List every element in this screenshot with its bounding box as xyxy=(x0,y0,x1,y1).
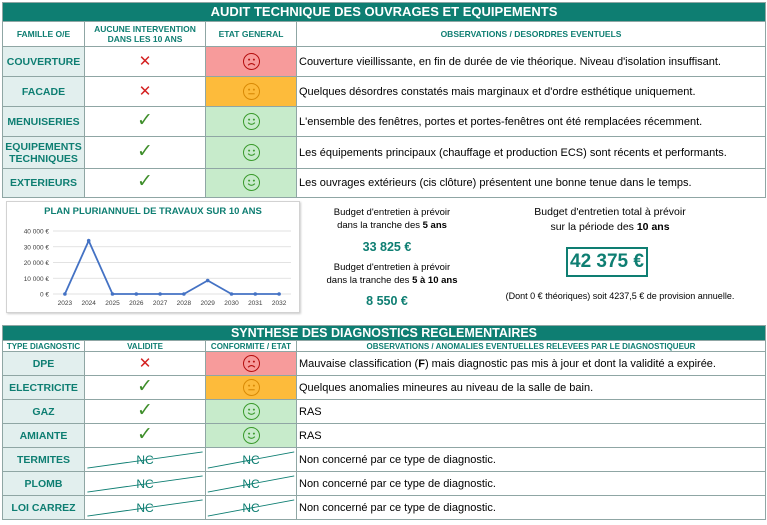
diagnostic-row xyxy=(3,400,766,424)
audit-row xyxy=(3,137,766,169)
validite-cell xyxy=(85,376,206,400)
x-tick-label: 2029 xyxy=(200,300,215,307)
diagnostic-row xyxy=(3,448,766,472)
diagnostic-row xyxy=(3,352,766,376)
famille-label xyxy=(3,137,85,169)
diagnostic-type: LOI CARREZ xyxy=(3,496,85,520)
diagnostic-observation: RAS xyxy=(297,424,766,448)
validite-cell xyxy=(85,400,206,424)
observation-text: Les ouvrages extérieurs (cis clôture) présentent une bonne tenue dans le temps. xyxy=(297,169,766,198)
conformite-cell xyxy=(206,448,297,472)
check-icon: ✓ xyxy=(137,375,153,397)
famille-label: MENUISERIES xyxy=(3,107,85,137)
etat-cell xyxy=(206,169,297,198)
budget-10ans-value: 8 550 € xyxy=(366,294,408,308)
check-icon: ✓ xyxy=(137,423,153,445)
sad-face-icon xyxy=(243,53,260,70)
conformite-cell xyxy=(206,496,297,520)
observation-text: Quelques désordres constatés mais marginaux et d'ordre esthétique uniquement. xyxy=(297,77,766,107)
header-type-diagnostic: TYPE DIAGNOSTIC xyxy=(3,341,85,352)
dpe-class: F xyxy=(418,357,425,370)
budget-total-note: (Dont 0 € théoriques) soit 4237,5 € de provision annuelle. xyxy=(505,291,735,301)
x-tick-label: 2024 xyxy=(81,300,96,307)
y-tick-label: 20 000 € xyxy=(23,260,49,267)
cross-icon: ✕ xyxy=(138,52,152,70)
cross-icon: ✕ xyxy=(138,82,152,100)
chart-panel xyxy=(6,201,300,313)
nc-label: NC xyxy=(242,452,260,467)
budget-10ans-line2 xyxy=(312,274,472,287)
header-conformite: CONFORMITE / ETAT xyxy=(206,341,297,352)
audit-row xyxy=(3,77,766,107)
diagnostics-title: SYNTHESE DES DIAGNOSTICS REGLEMENTAIRES xyxy=(3,326,766,341)
diagnostic-observation: Non concerné par ce type de diagnostic. xyxy=(297,448,766,472)
diagnostic-type: AMIANTE xyxy=(3,424,85,448)
data-point xyxy=(63,292,67,296)
nc-label: NC xyxy=(136,452,154,467)
neutral-face-icon xyxy=(243,83,260,100)
budget-total-line2 xyxy=(520,220,700,235)
conformite-cell xyxy=(206,376,297,400)
budget-5ans-label xyxy=(312,206,472,232)
data-point xyxy=(135,292,139,296)
happy-face-icon xyxy=(243,403,260,420)
audit-title: AUDIT TECHNIQUE DES OUVRAGES ET EQUIPEMENTS xyxy=(3,3,766,22)
header-aucune-intervention xyxy=(85,22,206,47)
check-icon: ✓ xyxy=(137,399,153,421)
budget-5ans-value: 33 825 € xyxy=(362,240,412,254)
sad-face-icon xyxy=(243,355,260,372)
happy-face-icon xyxy=(243,427,260,444)
diagnostic-observation: Non concerné par ce type de diagnostic. xyxy=(297,472,766,496)
famille-label: EXTERIEURS xyxy=(3,169,85,198)
header-observations: OBSERVATIONS / DESORDRES EVENTUELS xyxy=(297,22,766,47)
header-aucune-line2: DANS LES 10 ANS xyxy=(107,34,183,44)
etat-cell xyxy=(206,47,297,77)
header-famille: FAMILLE O/E xyxy=(3,22,85,47)
series-line xyxy=(65,241,279,294)
validite-cell xyxy=(85,472,206,496)
happy-face-icon xyxy=(243,174,260,191)
x-tick-label: 2028 xyxy=(176,300,192,307)
diagnostics-table xyxy=(2,325,766,520)
y-tick-label: 30 000 € xyxy=(23,244,49,252)
famille-label-line2: TECHNIQUES xyxy=(9,152,78,165)
budget-5ans-line1: Budget d'entretien à prévoir xyxy=(333,207,451,218)
diagnostic-observation: Quelques anomalies mineures au niveau de la salle de bain. xyxy=(297,376,766,400)
nc-label: NC xyxy=(136,476,154,491)
check-icon: ✓ xyxy=(137,171,153,192)
happy-face-icon xyxy=(243,144,260,161)
budget-total-label xyxy=(520,205,700,235)
budget-total-prefix: sur la période des xyxy=(550,221,637,233)
happy-face-icon xyxy=(243,113,260,130)
observation-text: L'ensemble des fenêtres, portes et portes-fenêtres ont été remplacées récemment. xyxy=(297,107,766,137)
validite-cell xyxy=(85,496,206,520)
data-point xyxy=(277,292,281,296)
x-tick-label: 2026 xyxy=(129,300,144,307)
line-chart xyxy=(7,202,299,312)
diagnostic-row xyxy=(3,376,766,400)
conformite-cell xyxy=(206,424,297,448)
header-validite: VALIDITE xyxy=(85,341,206,352)
audit-row xyxy=(3,169,766,198)
nc-label: NC xyxy=(242,500,260,515)
budget-5ans-line2 xyxy=(312,219,472,232)
budget-10ans-bold: 5 à 10 ans xyxy=(412,275,458,286)
diagnostic-type: TERMITES xyxy=(3,448,85,472)
x-tick-label: 2025 xyxy=(105,300,120,307)
neutral-face-icon xyxy=(243,379,260,396)
header-aucune-line1: AUCUNE INTERVENTION xyxy=(94,24,196,34)
famille-label: FACADE xyxy=(3,77,85,107)
y-tick-label: 0 € xyxy=(39,291,49,299)
diagnostic-row xyxy=(3,472,766,496)
diagnostic-row xyxy=(3,424,766,448)
dpe-obs-suffix: ) mais diagnostic pas mis à jour et dont la validité a expirée. xyxy=(424,357,716,370)
data-point xyxy=(182,292,186,296)
intervention-cell xyxy=(85,77,206,107)
validite-cell xyxy=(85,352,206,376)
intervention-cell xyxy=(85,47,206,77)
diagnostic-row xyxy=(3,496,766,520)
intervention-cell xyxy=(85,107,206,137)
diagnostic-observation xyxy=(297,352,766,376)
observation-text: Les équipements principaux (chauffage et production ECS) sont récents et performants. xyxy=(297,137,766,169)
diagnostic-type: PLOMB xyxy=(3,472,85,496)
y-tick-label: 40 000 € xyxy=(23,228,49,236)
data-point xyxy=(111,292,115,296)
data-point xyxy=(158,292,162,296)
x-tick-label: 2027 xyxy=(152,300,168,307)
validite-cell xyxy=(85,448,206,472)
check-icon: ✓ xyxy=(137,109,153,131)
header-etat-general: ETAT GENERAL xyxy=(206,22,297,47)
check-icon: ✓ xyxy=(137,140,153,162)
x-tick-label: 2023 xyxy=(57,300,73,307)
audit-row xyxy=(3,107,766,137)
diagnostic-observation: Non concerné par ce type de diagnostic. xyxy=(297,496,766,520)
budget-total-line1: Budget d'entretien total à prévoir xyxy=(534,206,686,218)
data-point xyxy=(230,292,234,296)
budget-5ans-prefix: dans la tranche des xyxy=(337,220,423,231)
budget-5ans-bold: 5 ans xyxy=(422,220,447,231)
etat-cell xyxy=(206,77,297,107)
budget-total-value: 42 375 € xyxy=(566,247,648,277)
chart-title: PLAN PLURIANNUEL DE TRAVAUX SUR 10 ANS xyxy=(44,206,262,217)
data-point xyxy=(87,239,91,243)
x-tick-label: 2030 xyxy=(224,300,239,307)
diagnostic-type: GAZ xyxy=(3,400,85,424)
etat-cell xyxy=(206,137,297,169)
conformite-cell xyxy=(206,400,297,424)
cross-icon: ✕ xyxy=(138,354,152,372)
famille-label: COUVERTURE xyxy=(3,47,85,77)
budget-10ans-label xyxy=(312,261,472,287)
data-point xyxy=(206,279,210,283)
diagnostic-type: ELECTRICITE xyxy=(3,376,85,400)
famille-label-line1: EQUIPEMENTS xyxy=(5,140,82,153)
diagnostic-type: DPE xyxy=(3,352,85,376)
x-tick-label: 2031 xyxy=(248,300,263,307)
budget-total-bold: 10 ans xyxy=(636,221,670,233)
intervention-cell xyxy=(85,169,206,198)
intervention-cell xyxy=(85,137,206,169)
dpe-obs-prefix: Mauvaise classification ( xyxy=(299,357,419,370)
x-tick-label: 2032 xyxy=(271,300,287,307)
observation-text: Couverture vieillissante, en fin de durée de vie théorique. Niveau d'isolation insuffisant. xyxy=(297,47,766,77)
validite-cell xyxy=(85,424,206,448)
etat-cell xyxy=(206,107,297,137)
nc-label: NC xyxy=(242,476,260,491)
y-tick-label: 10 000 € xyxy=(23,275,49,283)
conformite-cell xyxy=(206,352,297,376)
audit-table xyxy=(2,2,766,198)
conformite-cell xyxy=(206,472,297,496)
audit-row xyxy=(3,47,766,77)
budget-10ans-prefix: dans la tranche des xyxy=(326,275,413,286)
budget-10ans-line1: Budget d'entretien à prévoir xyxy=(333,262,451,273)
diagnostic-observation: RAS xyxy=(297,400,766,424)
header-diag-observations: OBSERVATIONS / ANOMALIES EVENTUELLES RELEVEES PAR LE DIAGNOSTIQUEUR xyxy=(297,341,766,352)
data-point xyxy=(254,292,258,296)
nc-label: NC xyxy=(136,500,154,515)
